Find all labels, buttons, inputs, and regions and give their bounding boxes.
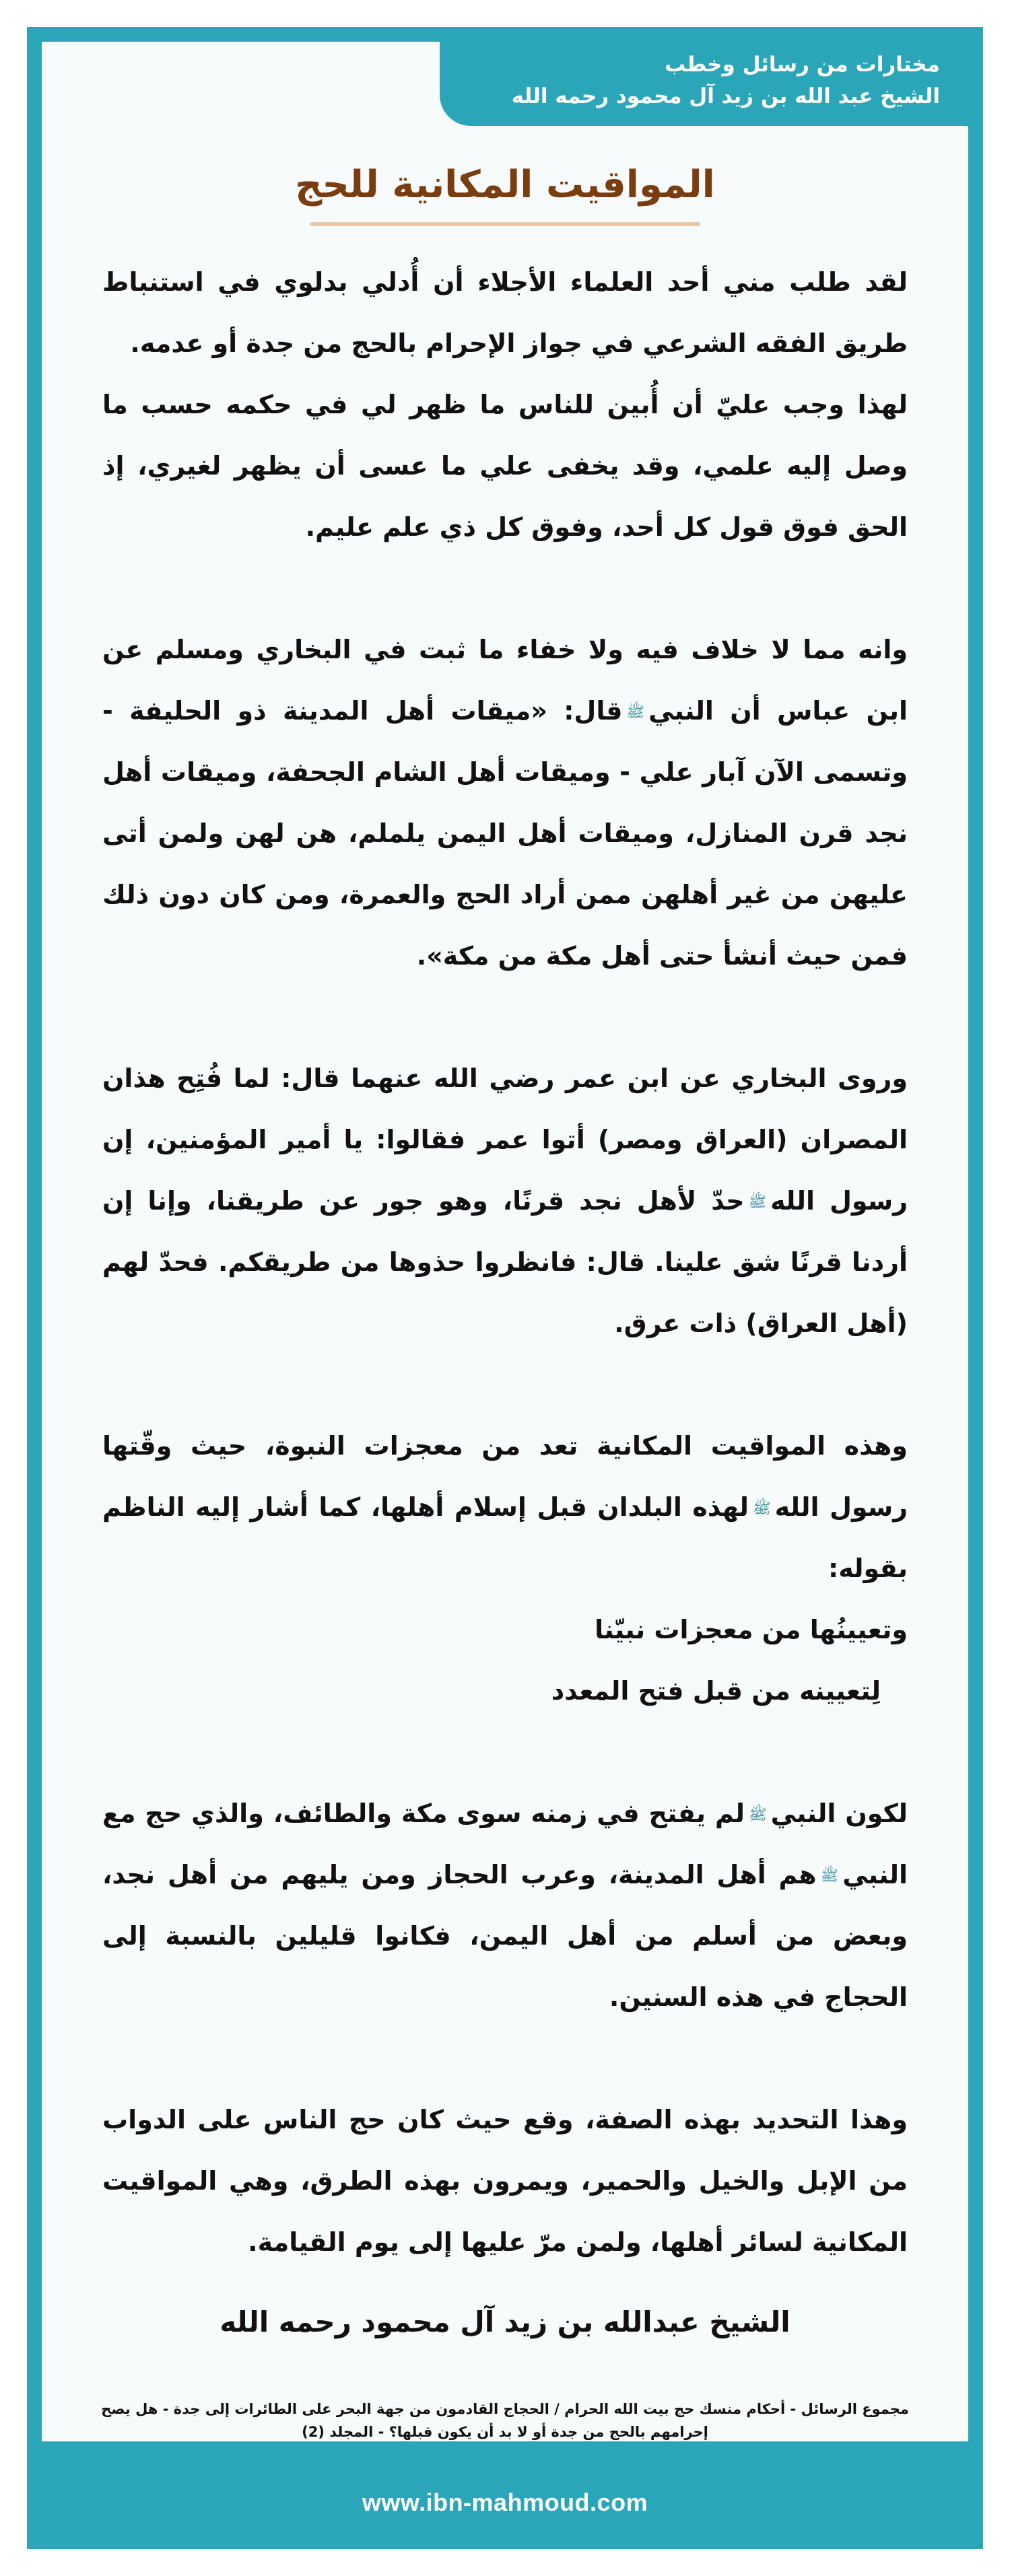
saw-honorific-icon: ﷺ	[749, 1806, 767, 1823]
paragraph-text: حدّ لأهل نجد قرنًا، وهو جور عن طريقنا، وإنا إن أردنا قرنًا شق علينا. قال: فانظروا حذوها من طريقكم. فحدّ لهم (أهل العراق) ذات عرق.	[102, 1186, 908, 1338]
saw-honorific-icon: ﷺ	[626, 703, 645, 721]
page-frame	[27, 27, 983, 2549]
saw-honorific-icon: ﷺ	[753, 1500, 771, 1517]
header-author-label: الشيخ عبد الله بن زيد آل محمود رحمه الله	[511, 84, 940, 108]
source-citation: مجموع الرسائل - أحكام منسك حج بيت الله الحرام / الحجاج القادمون من جهة البحر على الطائرات إلى جدة - هل يصح إحرامهم بالحج من جدة أو لا بد أن يكون قبلها؟ - المجلد (2)	[101, 2401, 909, 2440]
paragraph-duty: لهذا وجب عليّ أن أُبين للناس ما ظهر لي في حكمه حسب ما وصل إليه علمي، وقد يخفى علي ما عسى أن يظهر لغيري، إذ الحق فوق قول كل أحد، وفوق كل ذي علم عليم.	[102, 390, 908, 542]
paragraph-request: لقد طلب مني أحد العلماء الأجلاء أن أُدلي بدلوي في استنباط طريق الفقه الشرعي في جواز الإحرام بالحج من جدة أو عدمه.	[102, 267, 908, 358]
paragraph-miracles	[102, 1416, 908, 1599]
paragraph-hadith-ibn-umar	[102, 1048, 908, 1354]
paragraph-text: وهذه المواقيت المكانية تعد من معجزات النبوة، حيث وقّتها رسول الله	[102, 1431, 908, 1522]
paragraph-text: لم يفتح في زمنه سوى مكة والطائف، والذي حج مع النبي	[102, 1799, 908, 1889]
article-body	[102, 252, 908, 2273]
paragraph-text: لهذه البلدان قبل إسلام أهلها، كما أشار إليه الناظم بقوله:	[102, 1492, 908, 1583]
saw-honorific-icon: ﷺ	[748, 1193, 767, 1211]
poem-verse-2: لِتعيينه من قبل فتح المعدد	[551, 1676, 881, 1706]
author-signature: الشيخ عبدالله بن زيد آل محمود رحمه الله	[220, 2305, 790, 2338]
paragraph-conquest	[102, 1783, 908, 2028]
paragraph-gap	[102, 987, 908, 1048]
paragraph-text: لكون النبي	[770, 1799, 908, 1828]
title-underline	[310, 222, 700, 226]
paragraph-gap	[102, 1722, 908, 1783]
paragraph-conclusion: وهذا التحديد بهذه الصفة، وقع حيث كان حج الناس على الدواب من الإبل والخيل والحمير، ويمرون بهذه الطرق، وهي المواقيت المكانية لسائر أهلها، ولمن مرّ عليها إلى يوم القيامة.	[102, 2105, 908, 2257]
paragraph-gap	[102, 558, 908, 619]
paragraph-text: هم أهل المدينة، وعرب الحجاز ومن يليهم من أهل نجد، وبعض من أسلم من أهل اليمن، فكانوا قليلين بالنسبة إلى الحجاج في هذه السنين.	[102, 1860, 908, 2012]
paragraph-hadith-ibn-abbas	[102, 619, 908, 987]
paragraph-text: وروى البخاري عن ابن عمر رضي الله عنهما قال: لما فُتِح هذان المصران (العراق ومصر) أتوا عمر فقالوا: يا أمير المؤمنين، إن رسول الله	[102, 1064, 908, 1216]
header-series-label: مختارات من رسائل وخطب	[665, 53, 940, 77]
poem-verse-1: وتعيينُها من معجزات نبيّنا	[595, 1615, 908, 1644]
website-link[interactable]: www.ibn-mahmoud.com	[362, 2488, 648, 2516]
paragraph-text: وانه مما لا خلاف فيه ولا خفاء ما ثبت في البخاري ومسلم عن ابن عباس أن النبي	[102, 635, 908, 726]
saw-honorific-icon: ﷺ	[820, 1867, 839, 1885]
paragraph-gap	[102, 2028, 908, 2089]
paragraph-gap	[102, 1354, 908, 1416]
paragraph-text: قال: «ميقات أهل المدينة ذو الحليفة - وتسمى الآن آبار علي - وميقات أهل الشام الجحفة، وميقات أهل نجد قرن المنازل، وميقات أهل اليمن يلملم، هن لهن ولمن أتى عليهن من غير أهلهن ممن أراد الحج والعمرة، ومن كان دون ذلك فمن حيث أنشأ حتى أهل مكة من مكة».	[102, 696, 908, 971]
header-banner	[440, 42, 968, 126]
article-title: المواقيت المكانية للحج	[295, 163, 715, 207]
article-paper	[42, 42, 968, 2441]
